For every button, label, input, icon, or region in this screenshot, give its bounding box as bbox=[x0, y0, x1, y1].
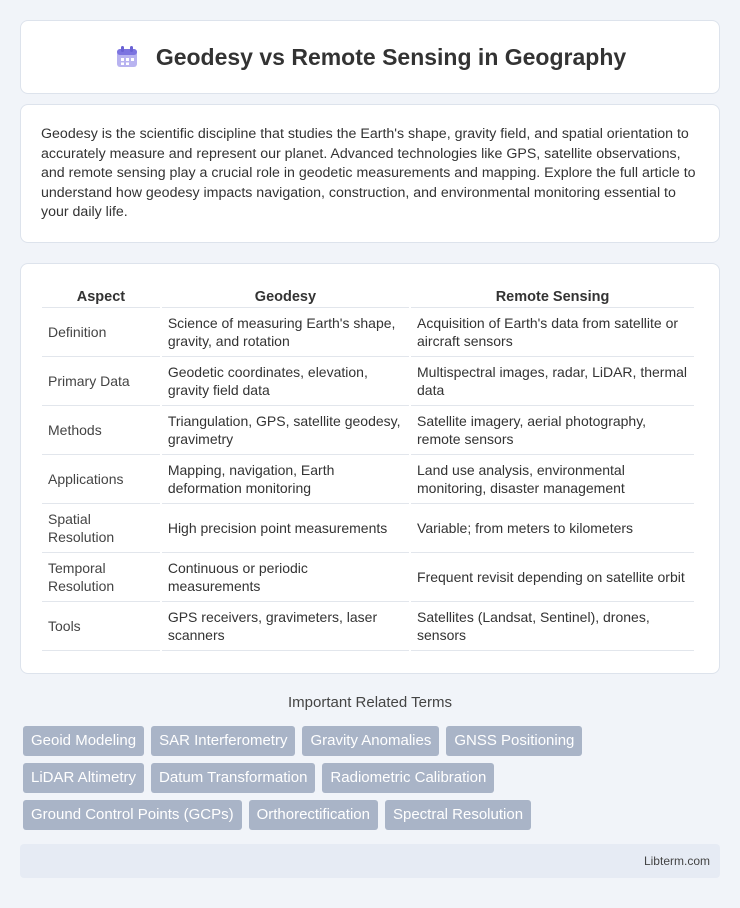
related-term-tag[interactable]: Orthorectification bbox=[249, 800, 378, 830]
cell-aspect: Tools bbox=[42, 602, 160, 651]
cell-remote-sensing: Satellite imagery, aerial photography, remote sensors bbox=[411, 406, 694, 455]
cell-geodesy: Continuous or periodic measurements bbox=[162, 553, 409, 602]
cell-remote-sensing: Land use analysis, environmental monitoring, disaster management bbox=[411, 455, 694, 504]
related-term-tag[interactable]: GNSS Positioning bbox=[446, 726, 582, 756]
table-row bbox=[42, 553, 694, 602]
header-card bbox=[20, 20, 720, 94]
cell-aspect: Temporal Resolution bbox=[42, 553, 160, 602]
related-term-tag[interactable]: Datum Transformation bbox=[151, 763, 315, 793]
cell-aspect: Applications bbox=[42, 455, 160, 504]
table-row bbox=[42, 504, 694, 553]
cell-aspect: Definition bbox=[42, 308, 160, 357]
cell-remote-sensing: Multispectral images, radar, LiDAR, thermal data bbox=[411, 357, 694, 406]
related-term-tag[interactable]: Geoid Modeling bbox=[23, 726, 144, 756]
related-term-tag[interactable]: Radiometric Calibration bbox=[322, 763, 494, 793]
related-terms-row bbox=[23, 763, 723, 793]
cell-remote-sensing: Frequent revisit depending on satellite orbit bbox=[411, 553, 694, 602]
header-remote-sensing: Remote Sensing bbox=[411, 284, 694, 308]
cell-geodesy: High precision point measurements bbox=[162, 504, 409, 553]
comparison-table bbox=[40, 284, 696, 651]
cell-geodesy: Mapping, navigation, Earth deformation monitoring bbox=[162, 455, 409, 504]
cell-remote-sensing: Variable; from meters to kilometers bbox=[411, 504, 694, 553]
related-term-tag[interactable]: Gravity Anomalies bbox=[302, 726, 439, 756]
table-row bbox=[42, 406, 694, 455]
table-row bbox=[42, 357, 694, 406]
related-terms-list bbox=[23, 726, 723, 837]
cell-geodesy: Science of measuring Earth's shape, gravity, and rotation bbox=[162, 308, 409, 357]
related-term-tag[interactable]: LiDAR Altimetry bbox=[23, 763, 144, 793]
related-terms-row bbox=[23, 800, 723, 830]
header-geodesy: Geodesy bbox=[162, 284, 409, 308]
table-row bbox=[42, 455, 694, 504]
cell-geodesy: GPS receivers, gravimeters, laser scanners bbox=[162, 602, 409, 651]
table-header-row bbox=[42, 284, 694, 308]
cell-aspect: Spatial Resolution bbox=[42, 504, 160, 553]
related-term-tag[interactable]: Spectral Resolution bbox=[385, 800, 531, 830]
calendar-icon bbox=[114, 44, 140, 70]
footer-brand: Libterm.com bbox=[643, 854, 710, 868]
cell-remote-sensing: Acquisition of Earth's data from satellite or aircraft sensors bbox=[411, 308, 694, 357]
header-aspect: Aspect bbox=[42, 284, 160, 308]
comparison-table-card bbox=[20, 263, 720, 674]
table-row bbox=[42, 308, 694, 357]
table-row bbox=[42, 602, 694, 651]
cell-geodesy: Geodetic coordinates, elevation, gravity field data bbox=[162, 357, 409, 406]
cell-aspect: Methods bbox=[42, 406, 160, 455]
page-title: Geodesy vs Remote Sensing in Geography bbox=[155, 43, 627, 70]
intro-card bbox=[20, 104, 720, 243]
intro-text: Geodesy is the scientific discipline that studies the Earth's shape, gravity field, and spatial orientation to accurately measure and represent our planet. Advanced technologies like GPS, satellite observations, and remote sensing play a crucial role in geodetic measurements and mapping. Explore the full article to understand how geodesy impacts navigation, construction, and environmental monitoring essential to your daily life. bbox=[41, 126, 696, 221]
related-term-tag[interactable]: SAR Interferometry bbox=[151, 726, 295, 756]
footer bbox=[20, 844, 720, 878]
related-term-tag[interactable]: Ground Control Points (GCPs) bbox=[23, 800, 242, 830]
cell-aspect: Primary Data bbox=[42, 357, 160, 406]
related-terms-title: Important Related Terms bbox=[288, 694, 452, 711]
cell-remote-sensing: Satellites (Landsat, Sentinel), drones, sensors bbox=[411, 602, 694, 651]
cell-geodesy: Triangulation, GPS, satellite geodesy, gravimetry bbox=[162, 406, 409, 455]
related-terms-row bbox=[23, 726, 723, 756]
